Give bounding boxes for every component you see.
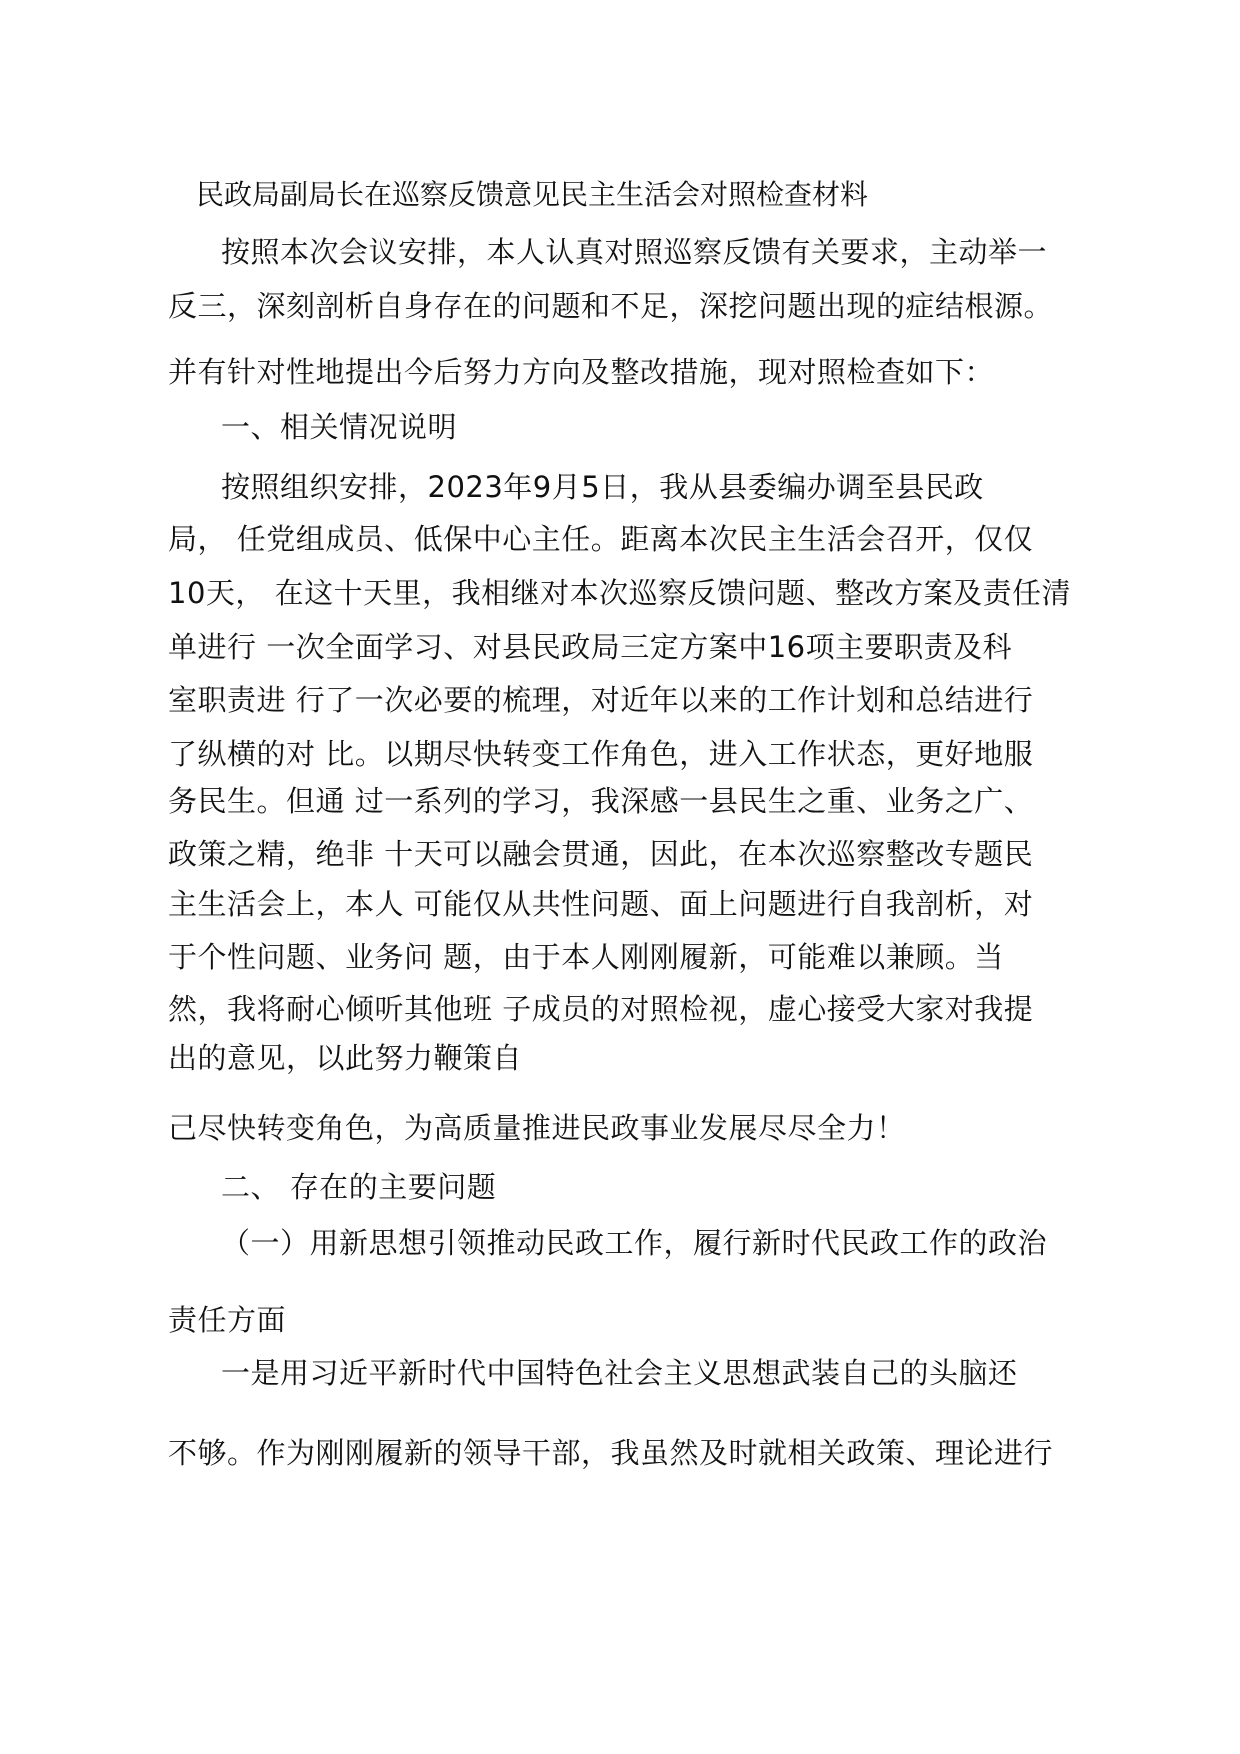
paragraph-line: 出的意见，以此努力鞭策自 [168,1041,523,1075]
paragraph-line: 室职责进 行了一次必要的梳理，对近年以来的工作计划和总结进行 [168,683,1034,717]
paragraph-line: 按照本次会议安排，本人认真对照巡察反馈有关要求，主动举一 [221,235,1048,269]
paragraph-line: 反三，深刻剖析自身存在的问题和不足，深挖问题出现的症结根源。 [168,289,1054,323]
paragraph-line: 了纵横的对 比。以期尽快转变工作角色，进入工作状态，更好地服 [168,737,1034,771]
paragraph-line: 己尽快转变角色，为高质量推进民政事业发展尽尽全力！ [168,1111,906,1145]
document-title: 民政局副局长在巡察反馈意见民主生活会对照检查材料 [196,178,869,211]
paragraph-line: 局， 任党组成员、低保中心主任。距离本次民主生活会召开，仅仅 [168,522,1034,556]
paragraph-line: 务民生。但通 过一系列的学习，我深感一县民生之重、业务之广、 [168,784,1034,818]
paragraph-line: 并有针对性地提出今后努力方向及整改措施，现对照检查如下： [168,355,995,389]
paragraph-line: 10天， 在这十天里，我相继对本次巡察反馈问题、整改方案及责任清 [168,576,1072,610]
paragraph-line: 按照组织安排，2023年9月5日，我从县委编办调至县民政 [221,470,984,504]
paragraph-line: 然，我将耐心倾听其他班 子成员的对照检视，虚心接受大家对我提 [168,992,1034,1026]
subsection-heading: （一）用新思想引领推动民政工作，履行新时代民政工作的政治 [221,1226,1048,1260]
paragraph-line: 不够。作为刚刚履新的领导干部，我虽然及时就相关政策、理论进行 [168,1436,1054,1470]
section-heading: 二、 存在的主要问题 [221,1170,497,1204]
paragraph-line: 单进行 一次全面学习、对县民政局三定方案中16项主要职责及科 [168,630,1013,664]
paragraph-line: 于个性问题、业务问 题，由于本人刚刚履新，可能难以兼顾。当 [168,940,1004,974]
paragraph-line: 一是用习近平新时代中国特色社会主义思想武装自己的头脑还 [221,1356,1018,1390]
paragraph-line: 主生活会上，本人 可能仅从共性问题、面上问题进行自我剖析，对 [168,887,1034,921]
paragraph-line: 政策之精，绝非 十天可以融会贯通，因此，在本次巡察整改专题民 [168,837,1034,871]
subsection-heading: 责任方面 [168,1303,287,1337]
section-heading: 一、相关情况说明 [221,410,458,444]
